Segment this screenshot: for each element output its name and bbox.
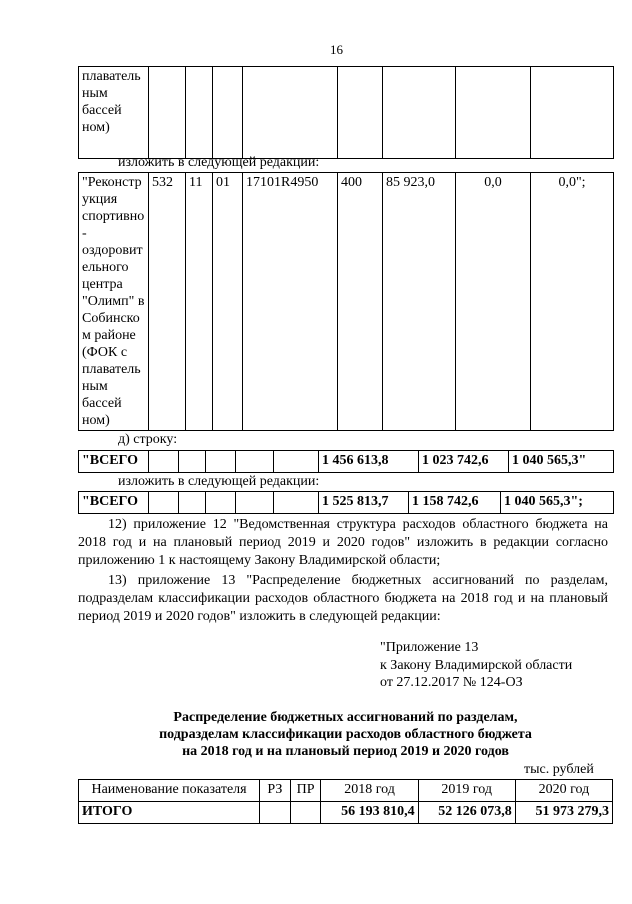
name-line: ным [82,86,108,101]
cell [236,492,274,514]
name-line: центра [82,277,123,292]
total-row-2019: 52 126 073,8 [418,802,515,824]
ministry-code: 532 [149,173,186,431]
header-2020: 2020 год [515,780,612,802]
appendix-line-3: от 27.12.2017 № 124-ОЗ [380,675,523,690]
cell [206,492,236,514]
cell [179,451,206,473]
target-article: 17101R4950 [243,173,338,431]
header-pr: ПР [290,780,321,802]
name-line: плаватель [82,362,141,377]
paragraph-12: 12) приложение 12 "Ведомственная структура расходов областного бюджета на 2018 год и на плановый период 2019 и 2020 годов" изложить в редакции согласно приложению 1 к настоящему Закону Владимирской области; [78,517,608,568]
appendix-line-2: к Закону Владимирской области [380,658,573,673]
name-line: "Реконстр [82,175,142,190]
cell [206,451,236,473]
title-line-3: на 2018 год и на плановый период 2019 и 2020 годов [182,744,509,759]
cell [383,67,456,159]
appendix-line-1: "Приложение 13 [380,640,479,655]
cell [338,67,383,159]
total-new-table [78,491,614,514]
intro-line-1: изложить в следующей редакции: [118,155,320,170]
budget-table [78,779,613,824]
header-2019: 2019 год [418,780,515,802]
cell [236,451,274,473]
name-line: - [82,226,87,241]
total-row-rz [260,802,291,824]
amount-2018: 85 923,0 [383,173,456,431]
new-edition-table [78,172,614,431]
cell [274,451,319,473]
total-2019: 1 023 742,6 [419,451,509,473]
title-line-2: подразделам классификации расходов областного бюджета [159,727,532,742]
total-2020: 1 040 565,3" [509,451,614,473]
total-2020: 1 040 565,3"; [501,492,614,514]
name-line: ном) [82,120,110,135]
amount-2020: 0,0"; [531,173,614,431]
title-line-1: Распределение бюджетных ассигнований по разделам, [173,710,518,725]
total-2019: 1 158 742,6 [409,492,501,514]
name-line: укция [82,192,118,207]
cell [531,67,614,159]
continuation-table [78,66,614,159]
total-row-pr [290,802,321,824]
units-label: тыс. рублей [524,762,594,777]
name-line: ном) [82,413,110,428]
total-label: "ВСЕГО [79,451,149,473]
cell [243,67,338,159]
name-line: ельного [82,260,129,275]
paragraph-13: 13) приложение 13 "Распределение бюджетных ассигнований по разделам, подразделам классификации расходов областного бюджета на 2018 год и на плановый период 2019 и 2020 годов" изложить в следующей редакции: [78,573,608,624]
name-cell [79,173,149,431]
cell [179,492,206,514]
cell [213,67,243,159]
header-name: Наименование показателя [79,780,260,802]
header-2018: 2018 год [321,780,418,802]
name-line: оздоровит [82,243,143,258]
name-line: бассей [82,396,122,411]
intro-line-2: изложить в следующей редакции: [118,474,320,489]
cell [456,67,531,159]
d-line: д) строку: [118,432,178,447]
total-2018: 1 525 813,7 [319,492,409,514]
section-code: 11 [186,173,213,431]
total-label: "ВСЕГО [79,492,149,514]
name-line: ным [82,379,108,394]
cell [149,67,186,159]
total-row-2018: 56 193 810,4 [321,802,418,824]
header-rz: РЗ [260,780,291,802]
total-row-2020: 51 973 279,3 [515,802,612,824]
name-line: бассей [82,103,122,118]
amount-2019: 0,0 [456,173,531,431]
name-cell [79,67,149,159]
total-row-label: ИТОГО [79,802,260,824]
name-line: спортивно [82,209,145,224]
total-2018: 1 456 613,8 [319,451,419,473]
page-number: 16 [330,42,343,57]
name-line: (ФОК с [82,345,128,360]
cell [149,451,179,473]
subsection-code: 01 [213,173,243,431]
name-line: Собинско [82,311,140,326]
cell [149,492,179,514]
name-line: плаватель [82,69,141,84]
expense-type: 400 [338,173,383,431]
total-old-table [78,450,614,473]
cell [274,492,319,514]
name-line: "Олимп" в [82,294,145,309]
cell [186,67,213,159]
name-line: м районе [82,328,136,343]
